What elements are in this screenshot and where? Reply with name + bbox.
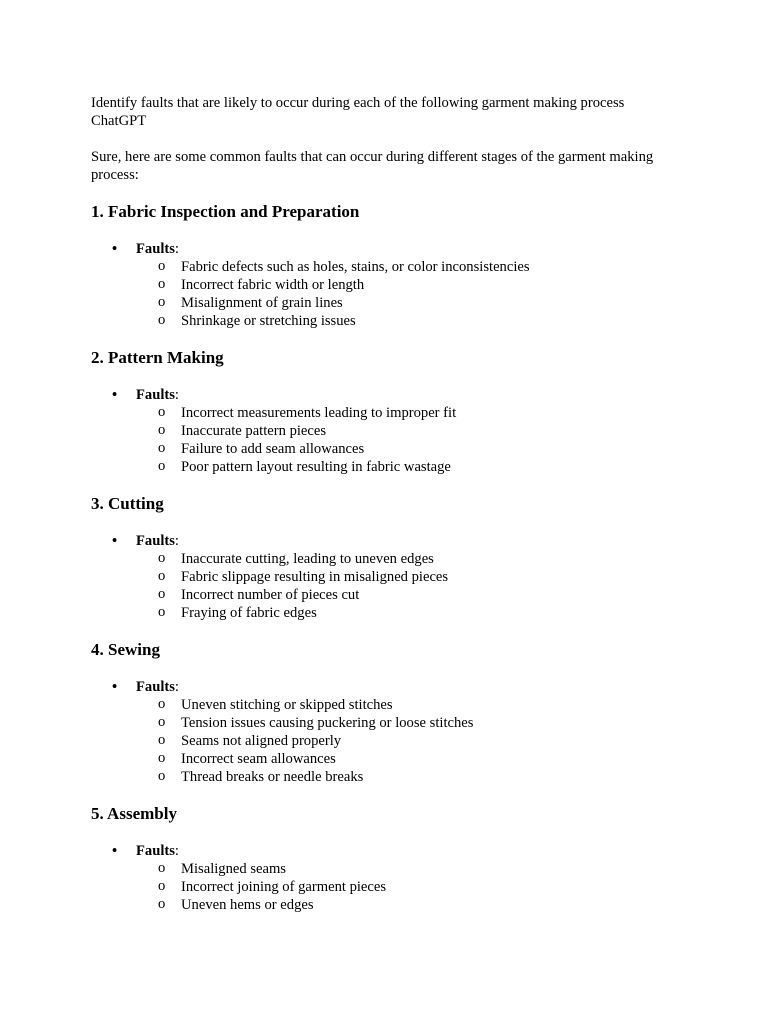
section-heading: 3. Cutting xyxy=(91,494,164,513)
list-item-text: Failure to add seam allowances xyxy=(181,441,365,457)
section-2 xyxy=(91,348,691,476)
section-heading: 2. Pattern Making xyxy=(91,348,224,367)
circle-bullet-icon: o xyxy=(158,312,166,328)
section-heading: 4. Sewing xyxy=(91,640,160,659)
faults-label: Faults xyxy=(136,679,175,695)
fault-sub-list xyxy=(136,550,691,622)
circle-bullet-icon: o xyxy=(158,586,166,602)
fault-sub-list xyxy=(136,258,691,330)
faults-label-line xyxy=(136,386,691,404)
list-item xyxy=(136,896,691,914)
fault-sub-list xyxy=(136,696,691,786)
circle-bullet-icon: o xyxy=(158,568,166,584)
faults-label-colon: : xyxy=(174,679,179,695)
section-3 xyxy=(91,494,691,622)
circle-bullet-icon: o xyxy=(158,440,166,456)
list-item xyxy=(136,750,691,768)
bullet-icon: • xyxy=(112,679,118,695)
list-item xyxy=(136,568,691,586)
list-item xyxy=(136,312,691,330)
list-item xyxy=(136,604,691,622)
list-item xyxy=(136,860,691,878)
list-item xyxy=(136,276,691,294)
circle-bullet-icon: o xyxy=(158,768,166,784)
document-content xyxy=(91,94,691,914)
bullet-icon: • xyxy=(112,533,118,549)
circle-bullet-icon: o xyxy=(158,550,166,566)
faults-label: Faults xyxy=(136,843,175,859)
list-item xyxy=(136,422,691,440)
prompt-text: Identify faults that are likely to occur during each of the following garment making process xyxy=(91,95,625,111)
faults-label-colon: : xyxy=(174,533,179,549)
list-item-text: Inaccurate cutting, leading to uneven edges xyxy=(181,551,434,567)
fault-sub-list xyxy=(136,404,691,476)
faults-list-item xyxy=(91,240,691,330)
list-item-text: Incorrect measurements leading to improper fit xyxy=(181,405,457,421)
section-5 xyxy=(91,804,691,914)
response-intro-block xyxy=(91,148,691,184)
list-item-text: Misaligned seams xyxy=(181,861,286,877)
circle-bullet-icon: o xyxy=(158,878,166,894)
list-item xyxy=(136,550,691,568)
circle-bullet-icon: o xyxy=(158,714,166,730)
list-item xyxy=(136,768,691,786)
list-item-text: Inaccurate pattern pieces xyxy=(181,423,327,439)
list-item-text: Fabric slippage resulting in misaligned pieces xyxy=(181,569,449,585)
list-item-text: Fraying of fabric edges xyxy=(181,605,317,621)
sections-container xyxy=(91,202,691,914)
faults-label-line xyxy=(136,678,691,696)
prompt-block xyxy=(91,94,691,130)
list-item-text: Uneven stitching or skipped stitches xyxy=(181,697,393,713)
faults-label-line xyxy=(136,240,691,258)
section-heading: 5. Assembly xyxy=(91,804,177,823)
circle-bullet-icon: o xyxy=(158,276,166,292)
bullet-icon: • xyxy=(112,387,118,403)
list-item xyxy=(136,458,691,476)
list-item xyxy=(136,294,691,312)
list-item-text: Incorrect fabric width or length xyxy=(181,277,365,293)
circle-bullet-icon: o xyxy=(158,258,166,274)
list-item-text: Misalignment of grain lines xyxy=(181,295,343,311)
faults-label-line xyxy=(136,532,691,550)
faults-list-item xyxy=(91,678,691,786)
list-item xyxy=(136,732,691,750)
list-item-text: Shrinkage or stretching issues xyxy=(181,313,356,329)
circle-bullet-icon: o xyxy=(158,896,166,912)
faults-label-colon: : xyxy=(174,241,179,257)
circle-bullet-icon: o xyxy=(158,404,166,420)
circle-bullet-icon: o xyxy=(158,458,166,474)
list-item-text: Incorrect joining of garment pieces xyxy=(181,879,387,895)
bullet-icon: • xyxy=(112,241,118,257)
bullet-icon: • xyxy=(112,843,118,859)
fault-sub-list xyxy=(136,860,691,914)
faults-label: Faults xyxy=(136,533,175,549)
list-item-text: Uneven hems or edges xyxy=(181,897,314,913)
section-4 xyxy=(91,640,691,786)
assistant-name: ChatGPT xyxy=(91,113,147,129)
list-item-text: Poor pattern layout resulting in fabric wastage xyxy=(181,459,451,475)
list-item xyxy=(136,440,691,458)
faults-list-item xyxy=(91,842,691,914)
list-item xyxy=(136,878,691,896)
faults-label: Faults xyxy=(136,387,175,403)
list-item-text: Fabric defects such as holes, stains, or color inconsistencies xyxy=(181,259,530,275)
list-item xyxy=(136,696,691,714)
faults-label-colon: : xyxy=(174,843,179,859)
circle-bullet-icon: o xyxy=(158,422,166,438)
circle-bullet-icon: o xyxy=(158,860,166,876)
section-heading: 1. Fabric Inspection and Preparation xyxy=(91,202,360,221)
list-item-text: Tension issues causing puckering or loose stitches xyxy=(181,715,474,731)
response-intro: Sure, here are some common faults that can occur during different stages of the garment making process: xyxy=(91,149,654,183)
circle-bullet-icon: o xyxy=(158,732,166,748)
circle-bullet-icon: o xyxy=(158,750,166,766)
circle-bullet-icon: o xyxy=(158,604,166,620)
circle-bullet-icon: o xyxy=(158,696,166,712)
section-1 xyxy=(91,202,691,330)
faults-list-item xyxy=(91,532,691,622)
faults-label: Faults xyxy=(136,241,175,257)
list-item xyxy=(136,586,691,604)
list-item xyxy=(136,714,691,732)
faults-label-colon: : xyxy=(174,387,179,403)
faults-list-item xyxy=(91,386,691,476)
list-item-text: Seams not aligned properly xyxy=(181,733,342,749)
list-item-text: Incorrect number of pieces cut xyxy=(181,587,360,603)
circle-bullet-icon: o xyxy=(158,294,166,310)
list-item-text: Thread breaks or needle breaks xyxy=(181,769,364,785)
list-item-text: Incorrect seam allowances xyxy=(181,751,336,767)
list-item xyxy=(136,258,691,276)
faults-label-line xyxy=(136,842,691,860)
list-item xyxy=(136,404,691,422)
